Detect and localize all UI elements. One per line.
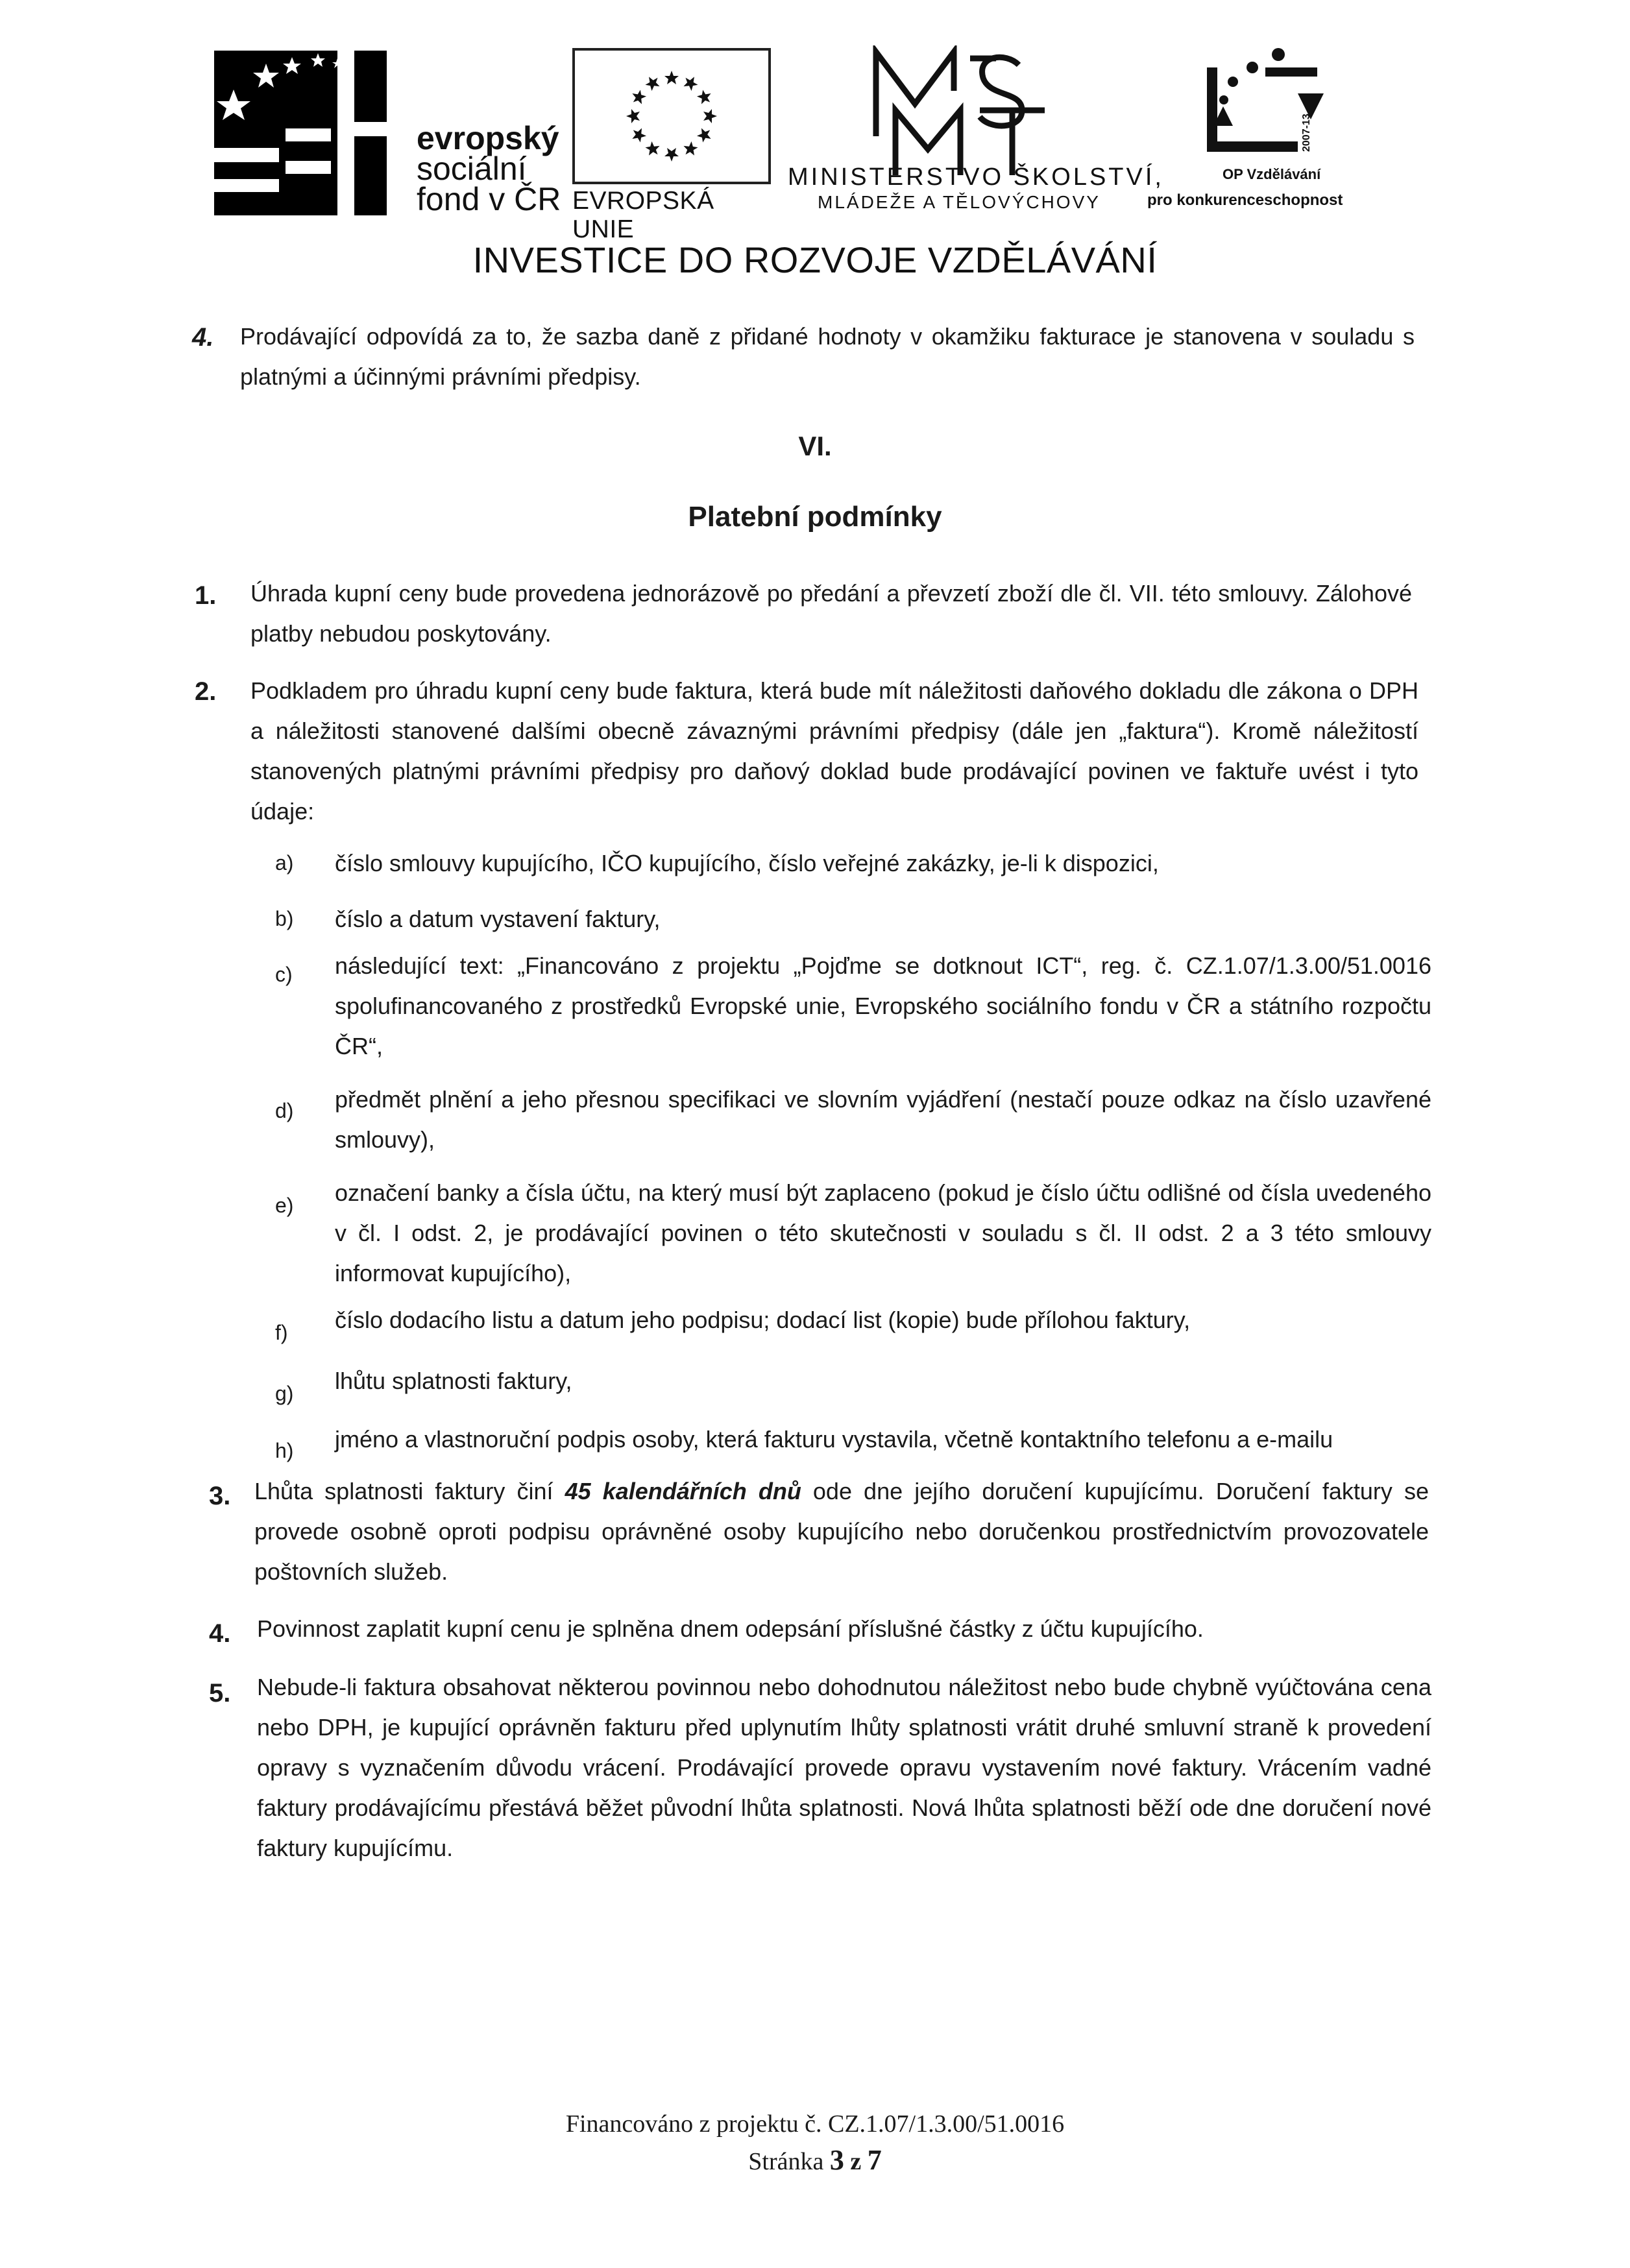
subitem-b-label: b) <box>275 907 294 930</box>
esf-logo <box>214 51 387 215</box>
subitem-d-text: předmět plnění a jeho přesnou specifikaci ve slovním vyjádření (nestačí pouze odkaz na číslo uzavřené smlouvy), <box>335 1086 1431 1153</box>
subitem-b-text: číslo a datum vystavení faktury, <box>335 906 661 932</box>
footer-page-total: 7 <box>867 2144 882 2176</box>
esf-text <box>417 120 561 217</box>
esf-line3: fond v ČR <box>417 181 561 217</box>
msmt-line1: MINISTERSTVO ŠKOLSTVÍ, <box>788 163 1164 191</box>
subitem-h-label: h) <box>275 1439 294 1462</box>
subitem-g-label: g) <box>275 1382 294 1405</box>
item-3-text <box>254 1471 1429 1592</box>
esf-line1: evropský <box>417 120 559 156</box>
subitem-g-text: lhůtu splatnosti faktury, <box>335 1368 572 1394</box>
item-5-text: Nebude-li faktura obsahovat některou povinnou nebo dohodnutou náležitost nebo bude chybně vyúčtována cena nebo DPH, je kupující oprávněn fakturu před uplynutím lhůty splatnosti vrátit druhé smluvní straně k provedení opravy s vyznačením důvodu vrácení. Prodávající provede opravu vystavením nové faktury. Vrácením vadné faktury prodávajícímu přestává běžet původní lhůta splatnosti. Nová lhůta splatnosti běží ode dne doručení nové faktury kupujícímu. <box>257 1674 1431 1861</box>
item-4-text: Povinnost zaplatit kupní cenu je splněna dnem odepsání příslušné částky z účtu kupujícího. <box>257 1615 1204 1642</box>
op-logo <box>1200 42 1330 171</box>
op-line1: OP Vzdělávání <box>1222 166 1321 182</box>
subitem-f-label: f) <box>275 1321 288 1344</box>
esf-line2: sociální <box>417 151 527 187</box>
item-1-text: Úhrada kupní ceny bude provedena jednorázově po předání a převzetí zboží dle čl. VII. této smlouvy. Zálohové platby nebudou poskytovány. <box>250 580 1412 647</box>
subitem-e-label: e) <box>275 1194 294 1217</box>
footer-page <box>0 2143 1630 2177</box>
msmt-logo <box>857 45 1051 175</box>
subitem-h-text: jméno a vlastnoruční podpis osoby, která fakturu vystavila, včetně kontaktního telefonu a e-mailu <box>335 1426 1333 1453</box>
top-item-text: Prodávající odpovídá za to, že sazba daně z přidané hodnoty v okamžiku fakturace je stanovena v souladu s platnými a účinnými právními předpisy. <box>240 323 1415 390</box>
item-3-number: 3. <box>209 1482 231 1510</box>
subitem-f-text: číslo dodacího listu a datum jeho podpisu; dodací list (kopie) bude přílohou faktury, <box>335 1307 1191 1333</box>
section-title: Platební podmínky <box>688 501 942 533</box>
footer-page-prefix: Stránka <box>748 2148 824 2175</box>
subitem-d-label: d) <box>275 1099 294 1122</box>
eu-label: EVROPSKÁ UNIE <box>572 187 714 243</box>
subitem-c-label: c) <box>275 963 293 986</box>
msmt-line2: MLÁDEŽE A TĚLOVÝCHOVY <box>818 192 1101 212</box>
item-3-emphasis: 45 kalendářních dnů <box>565 1478 801 1504</box>
item-4-number: 4. <box>209 1619 231 1648</box>
subitem-a-text: číslo smlouvy kupujícího, IČO kupujícího, číslo veřejné zakázky, je-li k dispozici, <box>335 850 1159 876</box>
header-tagline: INVESTICE DO ROZVOJE VZDĚLÁVÁNÍ <box>472 239 1158 280</box>
footer-funding: Financováno z projektu č. CZ.1.07/1.3.00/51.0016 <box>565 2110 1065 2138</box>
footer-page-current: 3 <box>829 2144 844 2176</box>
item-2-text: Podkladem pro úhradu kupní ceny bude faktura, která bude mít náležitosti daňového dokladu dle zákona o DPH a náležitosti stanovené dalšími obecně závaznými právními předpisy (dále jen „faktura“). Kromě náležitostí stanovených platnými právními předpisy pro daňový doklad bude prodávající povinen ve faktuře uvést i tyto údaje: <box>250 677 1418 825</box>
subitem-c-text: následující text: „Financováno z projektu „Pojďme se dotknout ICT“, reg. č. CZ.1.07/1.3.00/51.0016 spolufinancovaného z prostředků Evropské unie, Evropského sociálního fondu v ČR a státního rozpočtu ČR“, <box>335 952 1431 1059</box>
section-number: VI. <box>798 431 832 461</box>
subitem-e-text: označení banky a čísla účtu, na který musí být zaplaceno (pokud je číslo účtu odlišné od čísla uvedeného v čl. I odst. 2, je prodávající povinen o této skutečnosti v souladu s čl. II odst. 2 a 3 této smlouvy informovat kupujícího), <box>335 1179 1431 1286</box>
footer-page-sep: z <box>850 2148 862 2175</box>
op-line2: pro konkurenceschopnost <box>1147 191 1343 209</box>
top-item-number: 4. <box>192 323 214 352</box>
item-3-text-before: Lhůta splatnosti faktury činí <box>254 1478 565 1504</box>
item-1-number: 1. <box>195 581 217 610</box>
subitem-a-label: a) <box>275 851 294 875</box>
item-5-number: 5. <box>209 1679 231 1707</box>
op-years: 2007-13 <box>1301 114 1312 152</box>
item-2-number: 2. <box>195 677 217 706</box>
item-3-text-after: ode dne jejího doručení kupujícímu. Doručení faktury se provede osobně oproti podpisu oprávněné osoby kupujícího nebo doručenkou prostřednictvím provozovatele poštovních služeb. <box>254 1478 1429 1585</box>
eu-flag-logo <box>572 48 771 184</box>
